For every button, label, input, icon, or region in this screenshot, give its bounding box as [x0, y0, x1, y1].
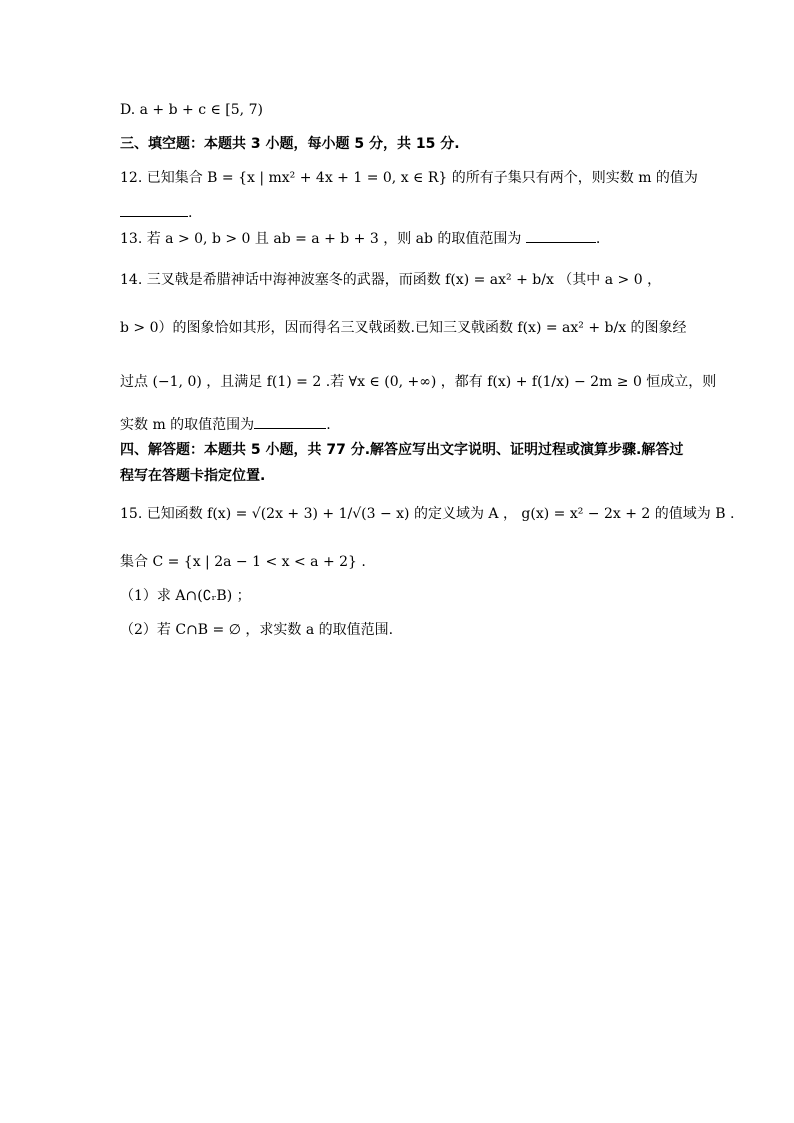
period: .	[595, 231, 601, 247]
answer-blank	[254, 414, 326, 429]
period: .	[326, 417, 331, 433]
section-heading-solutions: 四、解答题：本题共 5 小题，共 77 分.解答应写出文字说明、证明过程或演算步骤.解答过	[120, 442, 684, 458]
question-13-text: 13. 若 a > 0, b > 0 且 ab = a + b + 3 ，则 ab 的取值范围为	[120, 231, 522, 247]
question-14-line-4	[120, 414, 331, 435]
question-14-line-2: b > 0）的图象恰如其形，因而得名三叉戟函数.已知三叉戟函数 f(x) = ax² + b/x 的图象经	[120, 320, 687, 336]
question-15-part-2: （2）若 C∩B = ∅ ，求实数 a 的取值范围.	[120, 622, 394, 638]
answer-blank	[526, 228, 596, 243]
question-13	[120, 228, 600, 249]
period: .	[188, 205, 193, 221]
answer-blank	[120, 202, 188, 217]
question-14-line-3: 过点 (−1, 0) ，且满足 f(1) = 2 .若 ∀x ∈ (0, +∞) ，都有 f(x) + f(1/x) − 2m ≥ 0 恒成立，则	[120, 374, 717, 390]
section-heading-fill-in: 三、填空题：本题共 3 小题，每小题 5 分，共 15 分.	[120, 136, 460, 152]
question-15-part-1: （1）求 A∩(∁ᵣB) ；	[120, 588, 251, 604]
question-14-text-end: 实数 m 的取值范围为	[120, 417, 255, 433]
question-12-answer-line	[120, 202, 192, 223]
question-15-set-c: 集合 C = {x | 2a − 1 < x < a + 2} .	[120, 554, 366, 570]
section-heading-solutions-cont: 程写在答题卡指定位置.	[120, 468, 266, 484]
question-14-line-1: 14. 三叉戟是希腊神话中海神波塞冬的武器，而函数 f(x) = ax² + b/x （其中 a > 0 ，	[120, 272, 662, 288]
option-d: D. a + b + c ∈ [5, 7)	[120, 102, 263, 118]
question-15: 15. 已知函数 f(x) = √(2x + 3) + 1/√(3 − x) 的定义域为 A ， g(x) = x² − 2x + 2 的值域为 B .	[120, 506, 735, 522]
question-12: 12. 已知集合 B = {x | mx² + 4x + 1 = 0, x ∈ R} 的所有子集只有两个，则实数 m 的值为	[120, 170, 698, 186]
